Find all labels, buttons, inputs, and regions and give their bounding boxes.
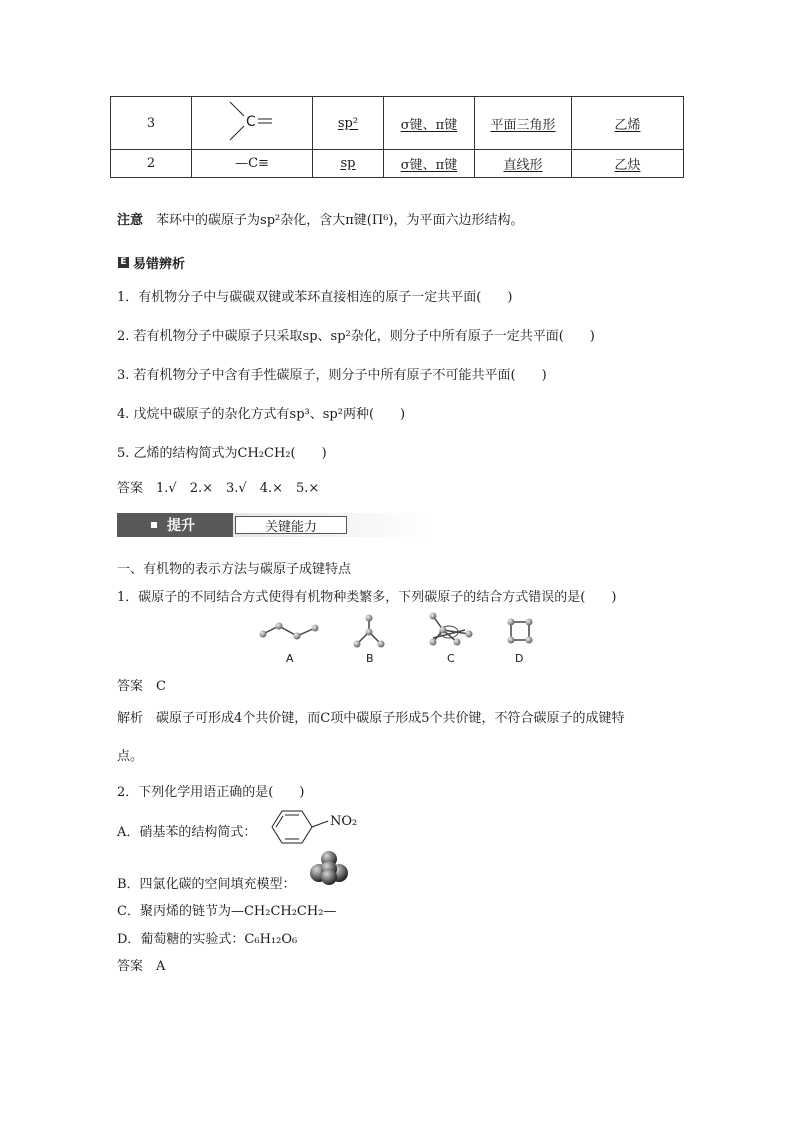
band-light-label: 关键能力 xyxy=(264,519,317,535)
note-text: 苯环中的碳原子为sp²杂化，含大π键(Π⁶)，为平面六边形结构。 xyxy=(156,213,524,228)
band-dark xyxy=(117,513,233,537)
question-stem: 2．下列化学用语正确的是( ) xyxy=(117,785,305,800)
table-cell xyxy=(313,150,384,178)
note-label: 注意 xyxy=(117,213,144,228)
option-c-text: C．聚丙烯的链节为—CH₂CH₂CH₂— xyxy=(117,904,337,919)
table-cell: —C≡ xyxy=(192,150,313,178)
table-cell xyxy=(313,97,384,150)
table-row xyxy=(111,97,684,150)
space-filling-model-icon xyxy=(309,851,349,887)
square-icon xyxy=(151,522,157,528)
table-cell: 2 xyxy=(111,150,192,178)
example-value: 乙炔 xyxy=(614,158,641,173)
section-band xyxy=(117,513,433,537)
list-item: 4. 戊烷中碳原子的杂化方式有sp³、sp²两种( ) xyxy=(117,407,406,422)
table-row xyxy=(111,150,684,178)
benzene-ring-icon xyxy=(262,805,332,849)
bond-value: σ键、π键 xyxy=(400,158,458,173)
option-a-text: A．硝基苯的结构简式： xyxy=(117,825,257,840)
bond-value: σ键、π键 xyxy=(400,117,458,133)
answer-label: 答案 xyxy=(117,481,144,496)
answer-line xyxy=(117,675,166,694)
shape-value: 平面三角形 xyxy=(490,117,556,133)
answer-value: C xyxy=(156,679,166,694)
table-cell xyxy=(572,97,684,150)
table-cell xyxy=(572,150,684,178)
option-label-d: D xyxy=(515,652,524,665)
question-stem: 1．碳原子的不同结合方式使得有机物种类繁多，下列碳原子的结合方式错误的是( ) xyxy=(117,590,617,605)
example-value: 乙烯 xyxy=(614,117,641,133)
analysis-text: 碳原子可形成4个共价键，而C项中碳原子形成5个共价键，不符合碳原子的成键特 xyxy=(156,711,625,726)
answer-value: 1.√ 2.× 3.√ 4.× 5.× xyxy=(156,481,320,496)
double-bond-structure-icon xyxy=(222,98,282,144)
shape-value: 直线形 xyxy=(503,158,543,173)
option-label-a: A xyxy=(286,652,294,665)
answer-label: 答案 xyxy=(117,679,144,694)
answer-value: A xyxy=(156,959,166,974)
table-cell: 3 xyxy=(111,97,192,150)
list-item: 2. 若有机物分子中碳原子只采取sp、sp²杂化，则分子中所有原子一定共平面( ) xyxy=(117,329,595,344)
section-tag-icon: E xyxy=(118,257,129,268)
option-d-structure-icon xyxy=(508,619,533,644)
option-a-structure-icon xyxy=(260,623,319,640)
error-section-tag xyxy=(118,253,185,272)
table-cell-structure xyxy=(192,97,313,150)
band-dark-label: 提升 xyxy=(167,518,195,534)
option-d-text: D．葡萄糖的实验式：C₆H₁₂O₆ xyxy=(117,932,298,947)
table-cell xyxy=(384,97,475,150)
answer-line xyxy=(117,477,319,496)
analysis-line xyxy=(117,707,625,726)
hybridization-table xyxy=(110,96,684,178)
part-heading: 一、有机物的表示方法与碳原子成键特点 xyxy=(117,562,352,577)
table-cell xyxy=(384,150,475,178)
band-light xyxy=(235,516,347,534)
list-item: 1．有机物分子中与碳碳双键或苯环直接相连的原子一定共平面( ) xyxy=(117,290,513,305)
table-cell xyxy=(475,97,572,150)
svg-text:C: C xyxy=(246,114,256,130)
analysis-label: 解析 xyxy=(117,711,144,726)
option-c-structure-icon xyxy=(430,613,473,646)
analysis-line: 点。 xyxy=(117,749,144,764)
section-title: 易错辨析 xyxy=(133,257,186,272)
hybrid-value: sp xyxy=(340,156,356,171)
nitro-group-label: NO₂ xyxy=(330,814,358,829)
table-cell xyxy=(475,150,572,178)
option-label-b: B xyxy=(366,652,374,665)
list-item: 3. 若有机物分子中含有手性碳原子，则分子中所有原子不可能共平面( ) xyxy=(117,368,547,383)
option-b-text: B．四氯化碳的空间填充模型： xyxy=(117,877,296,892)
answer-label: 答案 xyxy=(117,959,144,974)
hybrid-value: sp² xyxy=(337,115,359,131)
option-b-structure-icon xyxy=(354,615,385,648)
option-label-c: C xyxy=(447,652,455,665)
carbon-structure-options xyxy=(255,612,555,658)
list-item: 5. 乙烯的结构简式为CH₂CH₂( ) xyxy=(117,446,327,461)
note xyxy=(117,209,523,228)
answer-line xyxy=(117,955,165,974)
